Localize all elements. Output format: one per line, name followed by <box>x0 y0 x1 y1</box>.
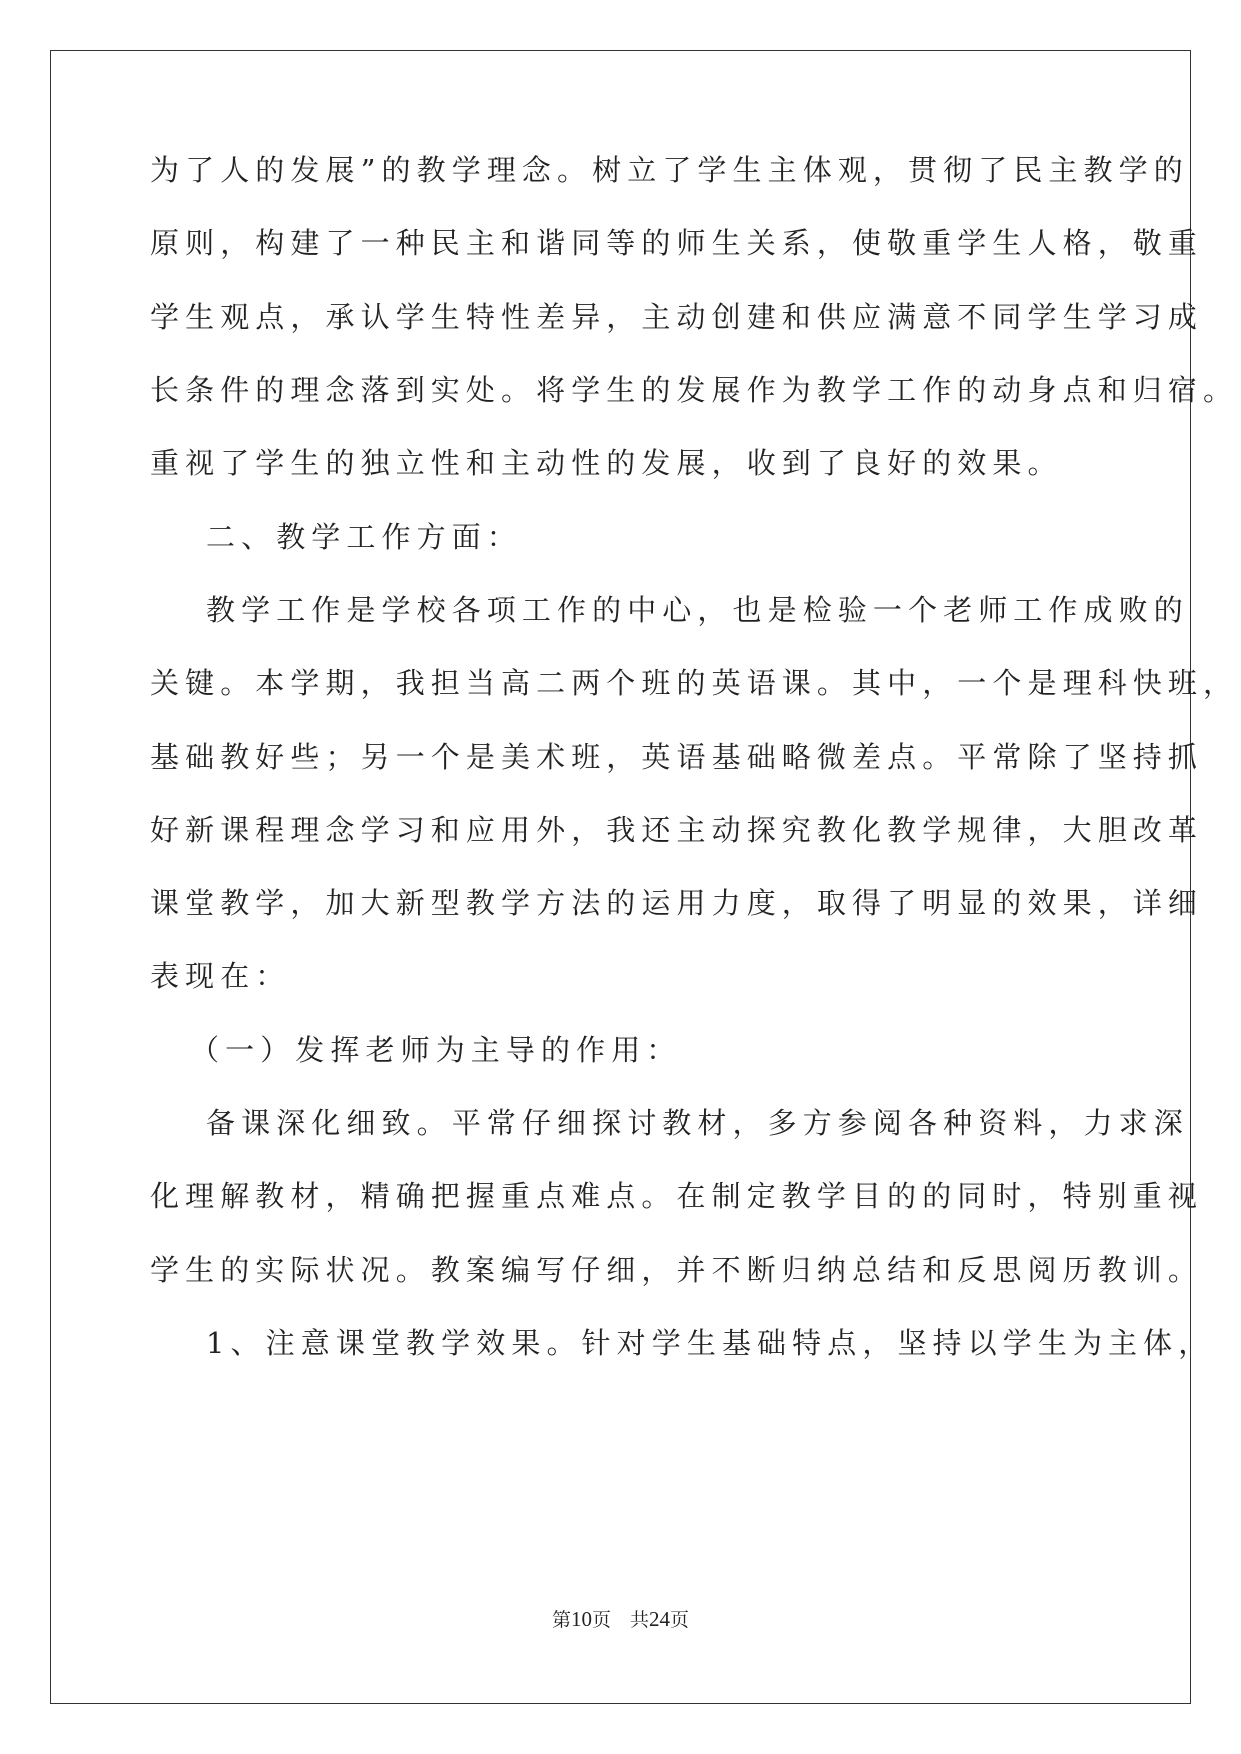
text-line: 表现在： <box>150 959 291 993</box>
text-line: 重视了学生的独立性和主动性的发展，收到了良好的效果。 <box>150 446 1063 480</box>
total-pages-number: 24 <box>649 1607 670 1631</box>
page-label-suffix: 页 <box>670 1610 690 1631</box>
page-label-mid: 页 共 <box>591 1610 649 1631</box>
page-footer <box>0 1607 1241 1633</box>
text-line: 好新课程理念学习和应用外，我还主动探究教化教学规律，大胆改革 <box>150 813 1204 847</box>
current-page-number: 10 <box>570 1607 592 1631</box>
text-line: 基础教好些；另一个是美术班，英语基础略微差点。平常除了坚持抓 <box>150 740 1204 774</box>
text-line: 学生观点，承认学生特性差异，主动创建和供应满意不同学生学习成 <box>150 300 1204 334</box>
section-heading: 二、教学工作方面： <box>206 520 522 554</box>
text-line: 关键。本学期，我担当高二两个班的英语课。其中，一个是理科快班， <box>150 666 1239 700</box>
text-line: 教学工作是学校各项工作的中心，也是检验一个老师工作成败的 <box>206 593 1189 627</box>
page-label-prefix: 第 <box>551 1610 571 1631</box>
text-line: 1、注意课堂教学效果。针对学生基础特点，坚持以学生为主体， <box>206 1326 1214 1360</box>
text-line: 为了人的发展”的教学理念。树立了学生主体观，贯彻了民主教学的 <box>150 153 1189 187</box>
text-line: 长条件的理念落到实处。将学生的发展作为教学工作的动身点和归宿。 <box>150 373 1239 407</box>
text-line: 原则，构建了一种民主和谐同等的师生关系，使敬重学生人格，敬重 <box>150 226 1204 260</box>
text-line: 课堂教学，加大新型教学方法的运用力度，取得了明显的效果，详细 <box>150 886 1204 920</box>
subsection-heading: （一）发挥老师为主导的作用： <box>190 1033 682 1067</box>
text-line: 备课深化细致。平常仔细探讨教材，多方参阅各种资料，力求深 <box>206 1106 1189 1140</box>
text-line: 学生的实际状况。教案编写仔细，并不断归纳总结和反思阅历教训。 <box>150 1253 1204 1287</box>
text-line: 化理解教材，精确把握重点难点。在制定教学目的的同时，特别重视 <box>150 1179 1204 1213</box>
